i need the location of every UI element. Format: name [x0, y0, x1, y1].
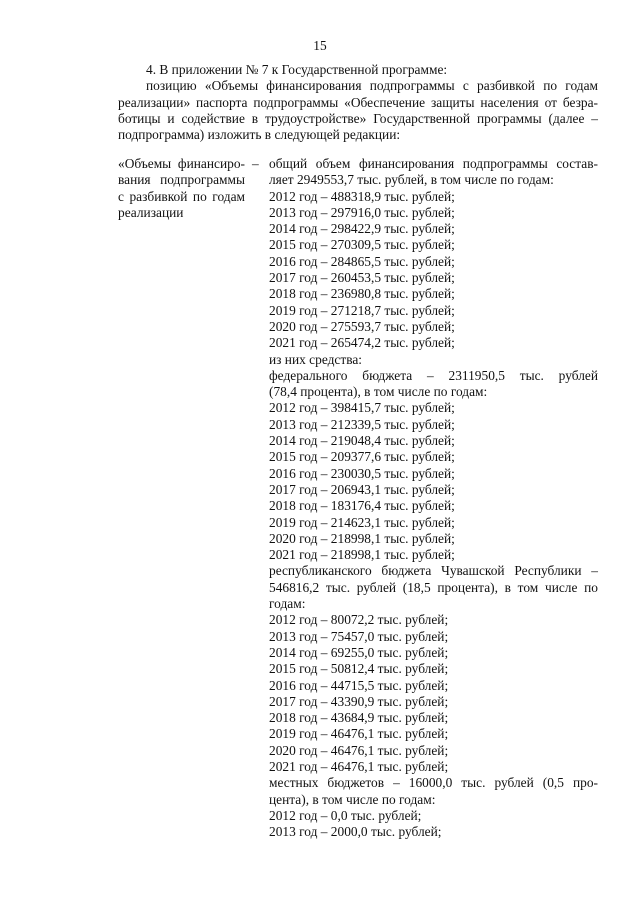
- funding-line: 2021 год – 265474,2 тыс. рублей;: [269, 335, 455, 351]
- funding-line: 2015 год – 270309,5 тыс. рублей;: [269, 237, 455, 253]
- funding-line: 2018 год – 183176,4 тыс. рублей;: [269, 498, 455, 514]
- funding-line: 2020 год – 46476,1 тыс. рублей;: [269, 742, 449, 758]
- funding-line: 2012 год – 80072,2 тыс. рублей;: [269, 612, 449, 628]
- funding-line: 2016 год – 44715,5 тыс. рублей;: [269, 677, 449, 693]
- funding-line: 2016 год – 230030,5 тыс. рублей;: [269, 465, 455, 481]
- position-label-line: «Объемы финансиро-: [118, 156, 245, 171]
- funding-line: 2021 год – 46476,1 тыс. рублей;: [269, 758, 449, 774]
- funding-line: 2021 год – 218998,1 тыс. рублей;: [269, 547, 455, 563]
- funding-line: 2012 год – 0,0 тыс. рублей;: [269, 807, 422, 823]
- funding-line: местных бюджетов – 16000,0 тыс. рублей (0,5 про-: [269, 775, 598, 791]
- funding-line: ляет 2949553,7 тыс. рублей, в том числе по годам:: [269, 172, 554, 188]
- funding-line: цента), в том числе по годам:: [269, 791, 436, 807]
- funding-line: 2019 год – 214623,1 тыс. рублей;: [269, 514, 455, 530]
- funding-line: 2013 год – 75457,0 тыс. рублей;: [269, 628, 449, 644]
- funding-line: (78,4 процента), в том числе по годам:: [269, 384, 488, 400]
- funding-line: 2014 год – 298422,9 тыс. рублей;: [269, 221, 455, 237]
- funding-line: 2019 год – 46476,1 тыс. рублей;: [269, 726, 449, 742]
- funding-details: [269, 156, 598, 840]
- position-label-line: с разбивкой по годам: [118, 188, 245, 204]
- funding-line: республиканского бюджета Чувашской Республики –: [269, 563, 598, 579]
- item-heading: 4. В приложении № 7 к Государственной программе:: [146, 62, 448, 77]
- funding-line: 2016 год – 284865,5 тыс. рублей;: [269, 253, 455, 269]
- intro-line: позицию «Объемы финансирования подпрограммы с разбивкой по годам: [146, 78, 598, 94]
- funding-line: федерального бюджета – 2311950,5 тыс. рублей: [269, 367, 598, 383]
- funding-line: 2012 год – 488318,9 тыс. рублей;: [269, 188, 455, 204]
- intro-line: ботицы и содействие в трудоустройстве» Государственной программы (далее –: [118, 110, 598, 126]
- funding-line: 2013 год – 297916,0 тыс. рублей;: [269, 204, 455, 220]
- funding-line: 2018 год – 236980,8 тыс. рублей;: [269, 286, 455, 302]
- funding-line: 2013 год – 212339,5 тыс. рублей;: [269, 416, 455, 432]
- position-label-line: реализации: [118, 204, 184, 220]
- position-label-line: вания подпрограммы: [118, 172, 245, 188]
- funding-line: 2018 год – 43684,9 тыс. рублей;: [269, 710, 449, 726]
- funding-line: из них средства:: [269, 351, 363, 367]
- intro-paragraph: [118, 62, 598, 143]
- funding-line: общий объем финансирования подпрограммы состав-: [269, 156, 598, 171]
- funding-line: 2020 год – 275593,7 тыс. рублей;: [269, 318, 455, 334]
- page-number: 15: [313, 38, 327, 53]
- funding-line: 2013 год – 2000,0 тыс. рублей;: [269, 824, 442, 840]
- funding-line: 2014 год – 219048,4 тыс. рублей;: [269, 433, 455, 449]
- funding-line: 546816,2 тыс. рублей (18,5 процента), в том числе по: [269, 579, 598, 595]
- funding-line: 2019 год – 271218,7 тыс. рублей;: [269, 302, 455, 318]
- funding-line: 2020 год – 218998,1 тыс. рублей;: [269, 530, 455, 546]
- funding-line: 2017 год – 206943,1 тыс. рублей;: [269, 481, 455, 497]
- funding-line: годам:: [269, 596, 306, 612]
- intro-line: подпрограмма) изложить в следующей редакции:: [118, 127, 401, 143]
- funding-line: 2015 год – 50812,4 тыс. рублей;: [269, 661, 449, 677]
- position-label: [118, 156, 245, 221]
- funding-line: 2012 год – 398415,7 тыс. рублей;: [269, 400, 455, 416]
- funding-line: 2017 год – 43390,9 тыс. рублей;: [269, 693, 449, 709]
- funding-line: 2014 год – 69255,0 тыс. рублей;: [269, 644, 449, 660]
- funding-line: 2017 год – 260453,5 тыс. рублей;: [269, 270, 455, 286]
- intro-line: реализации» паспорта подпрограммы «Обеспечение защиты населения от безра-: [118, 94, 598, 110]
- separator-dash: –: [252, 156, 259, 171]
- funding-line: 2015 год – 209377,6 тыс. рублей;: [269, 449, 455, 465]
